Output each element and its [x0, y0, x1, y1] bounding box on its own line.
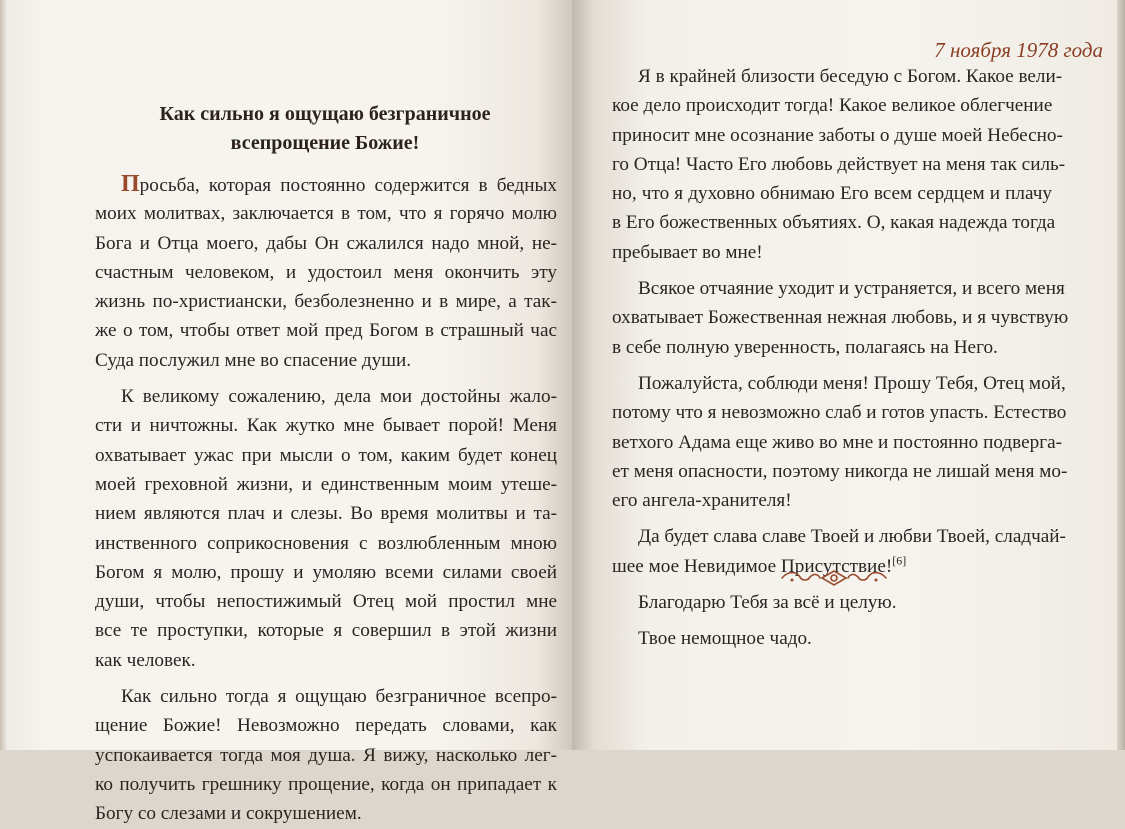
text-line: инственного соприкосновения с возлюбленным мною	[95, 532, 557, 554]
text-line: Как сильно тогда я ощущаю безграничное всепро-	[121, 686, 557, 708]
text-line: моей греховной жизни, и единственным моим утеше-	[95, 473, 557, 495]
text-line: но, что я духовно обнимаю Его всем сердцем и плачу	[612, 183, 1052, 205]
left-page-body	[95, 170, 557, 829]
text-line: ветхого Адама еще живо во мне и постоянно подверга-	[612, 431, 1062, 453]
text-line: шее мое Невидимое Присутствие![6]	[612, 553, 907, 577]
text-line: нием являются плач и слезы. Во время молитвы и та-	[95, 503, 557, 525]
text-line: сти и ничтожны. Как жутко мне бывает порой! Меня	[95, 415, 557, 437]
text-line: ко получить грешнику прощение, когда он припадает к	[95, 773, 557, 795]
right-page-body	[612, 62, 1069, 654]
chapter-title-line: Как сильно я ощущаю безграничное	[159, 103, 491, 125]
text-line: Да будет слава славе Твоей и любви Твоей, сладчай-	[638, 526, 1066, 548]
text-line: охватывает Божественная нежная любовь, и я чувствую	[612, 307, 1069, 329]
text-line: Благодарю Тебя за всё и целую.	[638, 592, 897, 614]
right-page-edge	[1117, 0, 1125, 750]
text-line: все те проступки, которые я совершил в этой жизни	[95, 620, 557, 642]
text-line: Пожалуйста, соблюди меня! Прошу Тебя, Отец мой,	[638, 372, 1066, 394]
text-line: приносит мне осознание заботы о душе моей Небесно-	[612, 124, 1063, 146]
text-line: потому что я невозможно слаб и готов упасть. Естество	[612, 402, 1067, 424]
text-line: как человек.	[95, 649, 196, 671]
text-line: охватывает ужас при мысли о том, каким будет конец	[95, 444, 557, 466]
text-line: пребывает во мне!	[612, 241, 763, 263]
text-line: в Его божественных объятиях. О, какая надежда тогда	[612, 212, 1056, 234]
entry-date: 7 ноября 1978 года	[934, 38, 1103, 62]
text-line: успокаивается тогда моя душа. Я вижу, насколько лег-	[95, 744, 557, 766]
text-line: ет меня опасности, поэтому никогда не лишай меня мо-	[612, 460, 1068, 482]
text-line: Бога и Отца моего, дабы Он сжалился надо мной, не-	[95, 232, 557, 254]
text-line: его ангела-хранителя!	[612, 490, 792, 512]
text-line: Суда послужил мне во спасение души.	[95, 349, 412, 371]
text-line: моих молитвах, заключается в том, что я горячо молю	[95, 203, 557, 225]
text-line: Я в крайней близости беседую с Богом. Какое вели-	[638, 66, 1063, 87]
text-line: жизнь по-христиански, безболезненно и в мире, а так-	[95, 291, 557, 313]
left-page-edge	[0, 0, 6, 750]
text-line: Твое немощное чадо.	[638, 628, 812, 650]
text-line: Богу со слезами и сокрушением.	[95, 803, 362, 825]
text-line: в себе полную уверенность, полагаясь на Него.	[612, 336, 998, 358]
chapter-title-line: всепрощение Божие!	[230, 132, 420, 154]
text-line: же о том, чтобы ответ мой пред Богом в страшный час	[95, 320, 557, 342]
text-line: Богом я молю, прошу и умоляю всеми силами своей	[95, 561, 557, 583]
text-line: го Отца! Часто Его любовь действует на меня так силь-	[612, 153, 1066, 175]
chapter-title	[95, 100, 555, 158]
text-line: души, чтобы непостижимый Отец мой простил мне	[95, 591, 557, 613]
ornament-divider-icon	[778, 568, 890, 588]
text-line: счастным человеком, и удостоил меня окончить эту	[95, 261, 557, 283]
text-line: щение Божие! Невозможно передать словами, как	[95, 715, 557, 737]
footnote-marker[interactable]: [6]	[892, 553, 907, 568]
text-line: кое дело происходит тогда! Какое великое облегчение	[612, 95, 1053, 117]
text-line: К великому сожалению, дела мои достойны жало-	[121, 386, 557, 408]
text-line: Всякое отчаяние уходит и устраняется, и всего меня	[638, 278, 1065, 300]
dropcap: П	[121, 171, 140, 197]
text-line: Просьба, которая постоянно содержится в бедных	[121, 171, 557, 197]
